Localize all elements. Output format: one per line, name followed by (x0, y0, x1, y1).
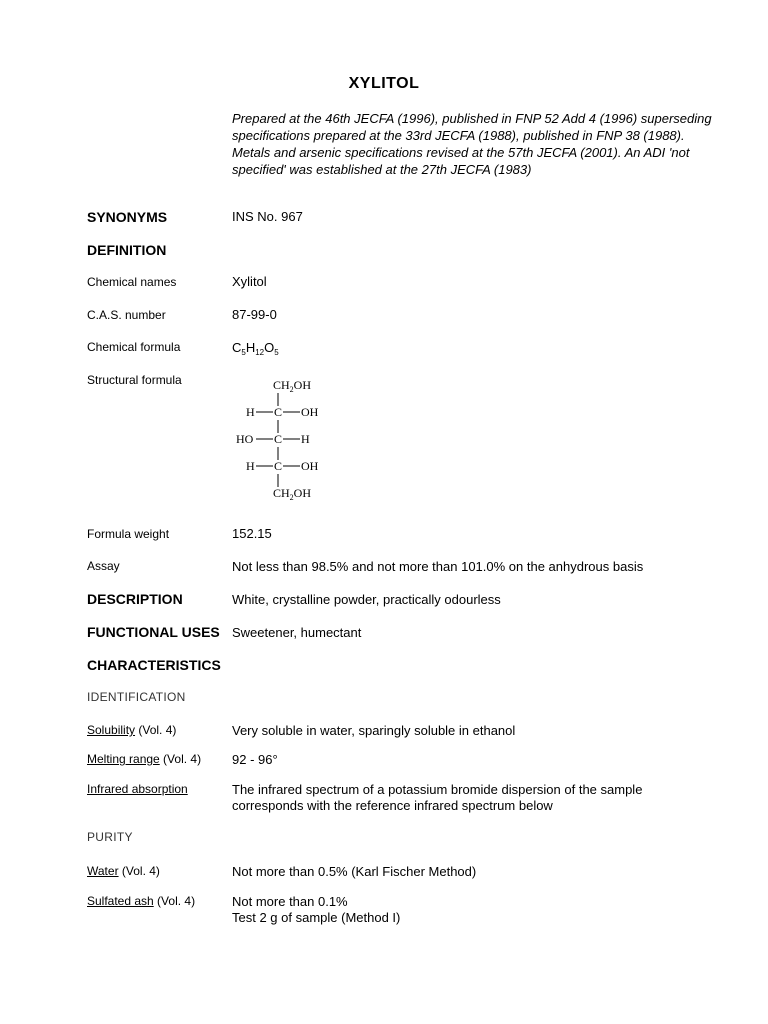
chemical-names-label: Chemical names (87, 275, 177, 289)
characteristics-heading: CHARACTERISTICS (87, 657, 221, 673)
purity-subheading: PURITY (87, 830, 133, 844)
sulfated-ash-label: Sulfated ash (Vol. 4) (87, 894, 196, 908)
svg-text:H: H (246, 459, 255, 473)
chemical-formula-label: Chemical formula (87, 340, 181, 354)
water-value: Not more than 0.5% (Karl Fischer Method) (232, 864, 477, 879)
svg-text:H: H (246, 405, 255, 419)
intro-paragraph: Prepared at the 46th JECFA (1996), published in FNP 52 Add 4 (1996) superseding specifications prepared at the 33rd JECFA (1988), published in FNP 38 (1988). Metals and arsenic specifications revised at the 57th JECFA (2001). An ADI 'not specified' was established at the 27th JECFA (1983) (232, 111, 712, 177)
formula-weight-label: Formula weight (87, 527, 170, 541)
cas-label: C.A.S. number (87, 308, 166, 322)
assay-value: Not less than 98.5% and not more than 101.0% on the anhydrous basis (232, 559, 644, 574)
svg-text:OH: OH (301, 459, 319, 473)
cas-value: 87-99-0 (232, 307, 277, 322)
structural-formula-diagram (232, 373, 362, 507)
functional-uses-value: Sweetener, humectant (232, 625, 362, 640)
formula-weight-value: 152.15 (232, 526, 272, 541)
struct-bottom-group: $CH_2OH$ (273, 486, 312, 502)
chemical-formula-value: $C_5H_{12}O_5$ (232, 340, 279, 357)
svg-text:OH: OH (301, 405, 319, 419)
solubility-label: Solubility (Vol. 4) (87, 723, 177, 737)
svg-text:HO: HO (236, 432, 254, 446)
assay-label: Assay (87, 559, 120, 573)
melting-range-label: Melting range (Vol. 4) (87, 752, 202, 766)
svg-text:H: H (301, 432, 310, 446)
structural-formula-label: Structural formula (87, 373, 182, 387)
infrared-value: The infrared spectrum of a potassium bromide dispersion of the sample corresponds with the reference infrared spectrum below (232, 782, 643, 813)
sulfated-ash-value: Not more than 0.1% Test 2 g of sample (Method I) (232, 894, 401, 925)
description-heading: DESCRIPTION (87, 591, 183, 607)
identification-subheading: IDENTIFICATION (87, 690, 186, 704)
struct-top-group: $CH_2OH$ (273, 378, 312, 394)
functional-uses-heading: FUNCTIONAL USES (87, 624, 220, 640)
description-value: White, crystalline powder, practically odourless (232, 592, 501, 607)
chemical-names-value: Xylitol (232, 274, 267, 289)
svg-text:C: C (274, 405, 283, 419)
page-title: XYLITOL (348, 75, 420, 92)
water-label: Water (Vol. 4) (87, 864, 160, 878)
svg-text:C: C (274, 459, 283, 473)
svg-text:C: C (274, 432, 283, 446)
infrared-label: Infrared absorption (87, 782, 188, 796)
synonyms-label: SYNONYMS (87, 209, 168, 225)
definition-heading: DEFINITION (87, 242, 167, 258)
synonyms-value: INS No. 967 (232, 209, 303, 224)
solubility-value: Very soluble in water, sparingly soluble in ethanol (232, 723, 516, 738)
melting-range-value: 92 - 96° (232, 752, 278, 767)
